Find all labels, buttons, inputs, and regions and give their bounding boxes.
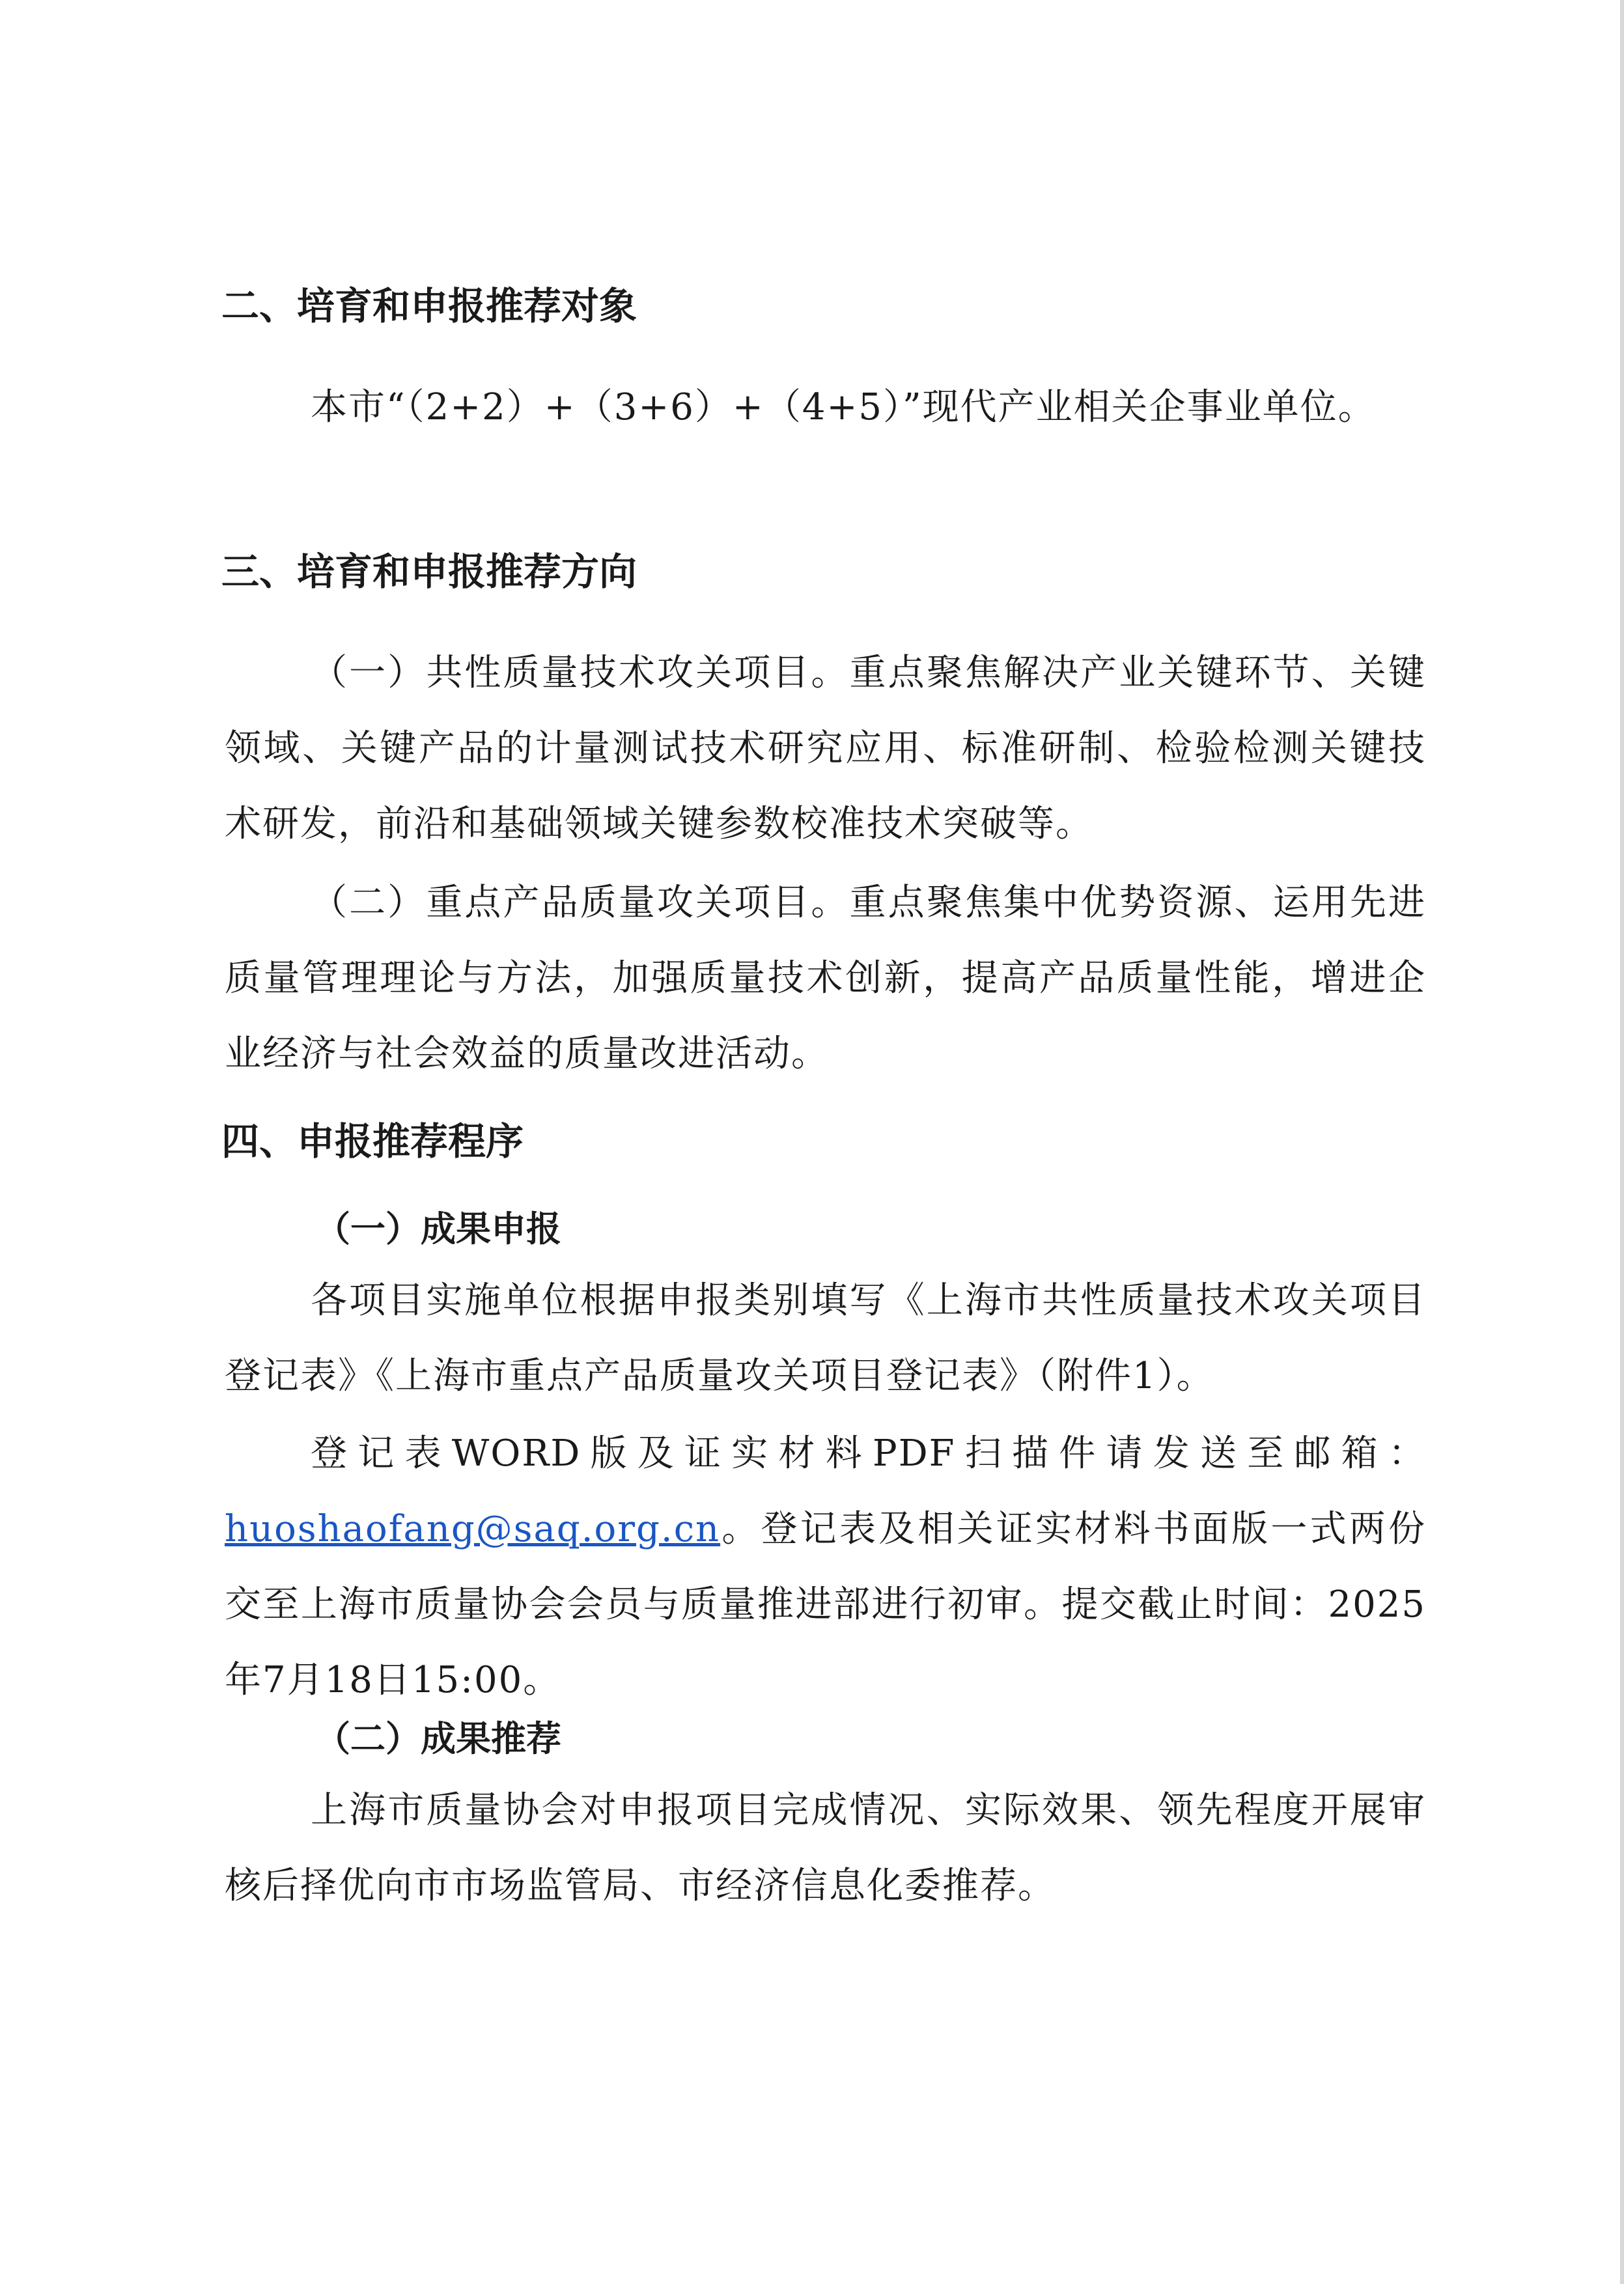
section-4-paragraph-1: 各项目实施单位根据申报类别填写《上海市共性质量技术攻关项目登记表》《上海市重点产品质量攻关项目登记表》（附件1）。 (225, 1279, 1426, 1397)
section-3-heading: 三、培育和申报推荐方向 (221, 550, 637, 594)
section-3-paragraph-1: （一）共性质量技术攻关项目。重点聚焦解决产业关键环节、关键领域、关键产品的计量测试技术研究应用、标准研制、检验检测关键技术研发，前沿和基础领域关键参数校准技术突破等。 (225, 652, 1426, 845)
email-intro-text: 登记表WORD版及证实材料PDF扫描件请发送至邮箱： (311, 1432, 1426, 1475)
section-2-paragraph: 本市“（2+2）+（3+6）+（4+5）”现代产业相关企事业单位。 (311, 386, 1376, 428)
section-4-paragraph-2 (225, 1416, 1426, 1718)
submission-details-text: 。登记表及相关证实材料书面版一式两份交至上海市质量协会会员与质量推进部进行初审。提交截止时间：2025年7月18日15:00。 (225, 1508, 1426, 1701)
section-4-subheading-1: （一）成果申报 (315, 1208, 561, 1249)
section-2-heading: 二、培育和申报推荐对象 (221, 284, 637, 328)
email-link[interactable]: huoshaofang@saq.org.cn (225, 1508, 721, 1550)
section-3-paragraph-2: （二）重点产品质量攻关项目。重点聚焦集中优势资源、运用先进质量管理理论与方法，加强质量技术创新，提高产品质量性能，增进企业经济与社会效益的质量改进活动。 (225, 882, 1426, 1075)
section-4-paragraph-3: 上海市质量协会对申报项目完成情况、实际效果、领先程度开展审核后择优向市市场监管局、市经济信息化委推荐。 (225, 1789, 1426, 1907)
scan-edge (1620, 0, 1624, 2284)
section-4-heading: 四、申报推荐程序 (221, 1119, 524, 1163)
section-4-subheading-2: （二）成果推荐 (315, 1718, 561, 1759)
